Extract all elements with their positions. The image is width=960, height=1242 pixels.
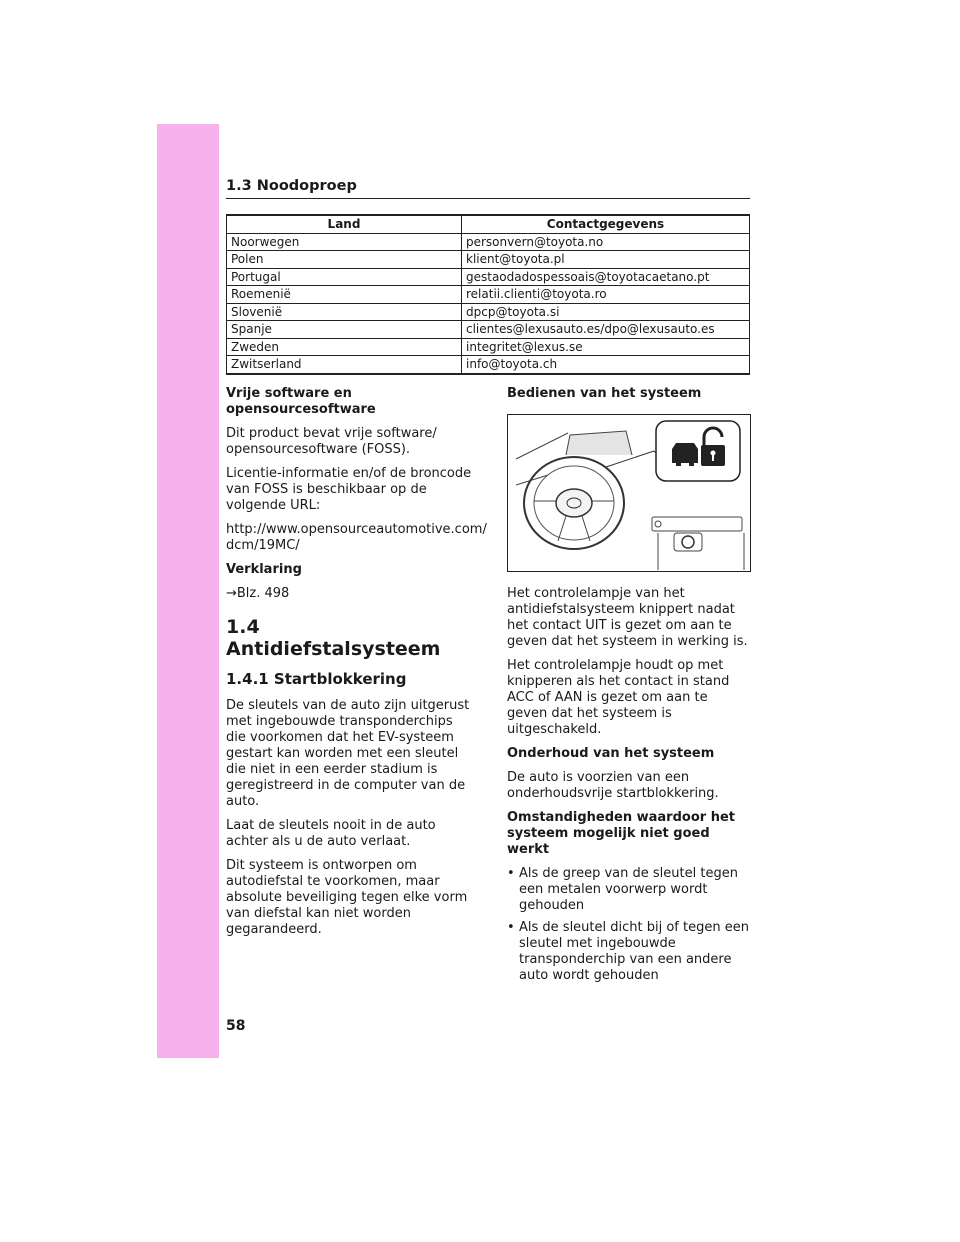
foss-license-paragraph: Licentie-informatie en/of de broncode van FOSS is beschikbaar op de volgende URL:	[226, 466, 472, 513]
left-column	[226, 386, 487, 946]
keys-warning-paragraph: Laat de sleutels nooit in de auto achter als u de auto verlaat.	[226, 818, 436, 849]
contact-cell: klient@toyota.pl	[462, 251, 750, 269]
contacts-table	[226, 214, 750, 375]
country-cell: Zweden	[227, 338, 462, 356]
table-header-row	[227, 215, 750, 233]
country-cell: Polen	[227, 251, 462, 269]
dashboard-illustration	[507, 414, 751, 572]
indicator-off-paragraph: Het controlelampje houdt op met knipperen als het contact in stand ACC of AAN is gezet om aan te geven dat het systeem is uitgeschakeld.	[507, 658, 730, 737]
country-cell: Slovenië	[227, 303, 462, 321]
section-heading: 1.3 Noodoproep	[226, 178, 750, 199]
table-row	[227, 233, 750, 251]
foss-title: Vrije software en opensourcesoftware	[226, 386, 376, 417]
foss-paragraph: Dit product bevat vrije software/ opensourcesoftware (FOSS).	[226, 426, 437, 457]
conditions-title: Omstandigheden waardoor het systeem mogelijk niet goed werkt	[507, 810, 735, 857]
operate-title: Bedienen van het systeem	[507, 386, 702, 401]
disclaimer-paragraph: Dit systeem is ontworpen om autodiefstal te voorkomen, maar absolute beveiliging tegen elke vorm van diefstal kan niet worden gegarandeerd.	[226, 858, 468, 937]
table-row	[227, 321, 750, 339]
subsection-heading: 1.4.1 Startblokkering	[226, 670, 407, 688]
column-header-contact: Contactgegevens	[462, 215, 750, 233]
country-cell: Spanje	[227, 321, 462, 339]
contact-cell: personvern@toyota.no	[462, 233, 750, 251]
table-row	[227, 251, 750, 269]
contact-cell: relatii.clienti@toyota.ro	[462, 286, 750, 304]
table-row	[227, 268, 750, 286]
column-header-country: Land	[227, 215, 462, 233]
indicator-active-paragraph: Het controlelampje van het antidiefstalsysteem knippert nadat het contact UIT is gezet om aan te geven dat het systeem in werking is.	[507, 586, 748, 649]
immobilizer-paragraph: De sleutels van de auto zijn uitgerust met ingebouwde transponderchips die voorkomen dat het EV-systeem gestart kan worden met een sleutel die niet in een eerder stadium is geregistreerd in de computer van de auto.	[226, 698, 470, 809]
table-row	[227, 303, 750, 321]
declaration-title: Verklaring	[226, 562, 302, 577]
country-cell: Portugal	[227, 268, 462, 286]
conditions-list	[507, 866, 751, 984]
contact-cell: gestaodadospessoais@toyotacaetano.pt	[462, 268, 750, 286]
country-cell: Roemenië	[227, 286, 462, 304]
contact-cell: dpcp@toyota.si	[462, 303, 750, 321]
declaration-page-reference: →Blz. 498	[226, 586, 290, 601]
table-row	[227, 356, 750, 374]
steering-wheel-illustration	[508, 415, 750, 571]
maintenance-title: Onderhoud van het systeem	[507, 746, 715, 761]
country-cell: Noorwegen	[227, 233, 462, 251]
contact-cell: clientes@lexusauto.es/dpo@lexusauto.es	[462, 321, 750, 339]
list-item: • Als de sleutel dicht bij of tegen een sleutel met ingebouwde transponderchip van een andere auto wordt gehouden	[507, 920, 751, 984]
contact-cell: info@toyota.ch	[462, 356, 750, 374]
table-row	[227, 338, 750, 356]
page-number: 58	[226, 1018, 246, 1034]
list-item: • Als de greep van de sleutel tegen een metalen voorwerp wordt gehouden	[507, 866, 751, 914]
country-cell: Zwitserland	[227, 356, 462, 374]
maintenance-paragraph: De auto is voorzien van een onderhoudsvrije startblokkering.	[507, 770, 719, 801]
foss-url: http://www.opensourceautomotive.com/ dcm/19MC/	[226, 522, 487, 553]
contact-cell: integritet@lexus.se	[462, 338, 750, 356]
chapter-tab-bar	[157, 124, 219, 1058]
chapter-heading: 1.4 Antidiefstalsysteem	[226, 616, 441, 660]
table-row	[227, 286, 750, 304]
right-column	[507, 386, 751, 990]
